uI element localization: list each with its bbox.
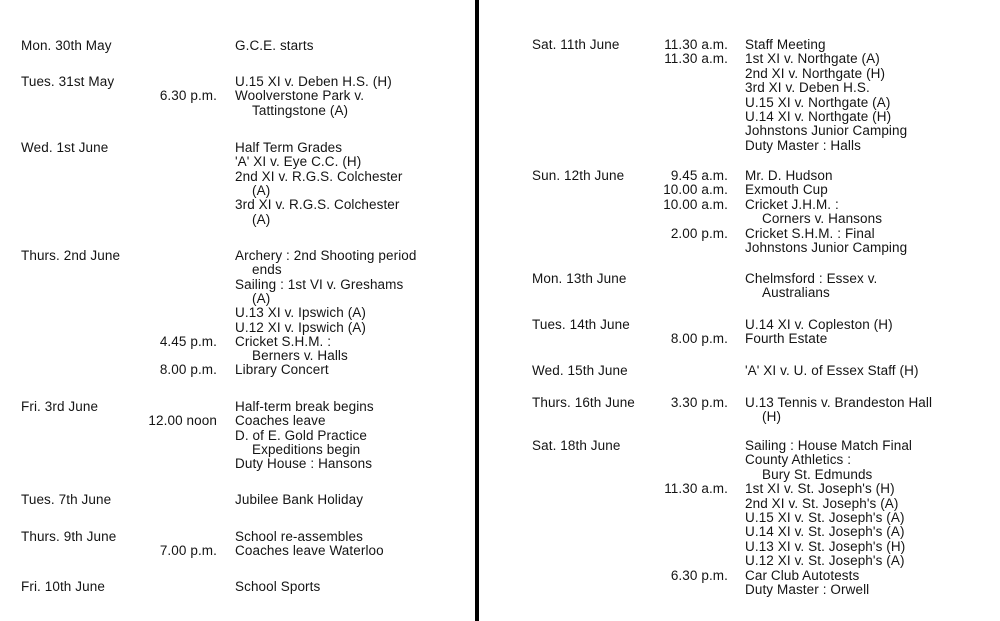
event-text: Fourth Estate — [745, 331, 828, 347]
event-text: Expeditions begin — [252, 441, 361, 457]
column-divider — [475, 0, 479, 621]
event-text: Staff Meeting — [745, 37, 826, 52]
day-label: Wed. 15th June — [532, 363, 628, 378]
event-text: 3rd XI v. R.G.S. Colchester — [235, 197, 400, 213]
event-text: Car Club Autotests — [745, 567, 860, 583]
event-text: 2nd XI v. R.G.S. Colchester — [235, 168, 403, 184]
event-text: Cricket J.H.M. : — [745, 196, 839, 212]
event-time: 7.00 p.m. — [159, 543, 217, 559]
event-text: (A) — [252, 290, 271, 306]
event-text: U.13 XI v. Ipswich (A) — [235, 305, 366, 321]
event-text: County Athletics : — [745, 452, 852, 468]
event-text: Berners v. Halls — [252, 348, 348, 364]
day-label: Thurs. 2nd June — [21, 248, 121, 263]
day-label: Mon. 30th May — [21, 38, 112, 53]
day-label: Fri. 3rd June — [21, 399, 99, 414]
event-text: Jubilee Bank Holiday — [235, 492, 364, 507]
event-text: Archery : 2nd Shooting period — [235, 248, 417, 263]
day-label: Fri. 10th June — [21, 579, 105, 594]
event-text: Duty House : Hansons — [235, 456, 373, 472]
event-text: U.12 XI v. St. Joseph's (A) — [745, 553, 905, 569]
event-time: 6.30 p.m. — [670, 567, 728, 583]
event-text: 'A' XI v. Eye C.C. (H) — [235, 154, 362, 170]
day-label: Tues. 7th June — [21, 492, 112, 507]
event-text: D. of E. Gold Practice — [235, 427, 367, 443]
event-text: Bury St. Edmunds — [762, 466, 873, 482]
event-time: 9.45 a.m. — [670, 168, 728, 183]
event-text: 2nd XI v. Northgate (H) — [745, 65, 886, 81]
event-time: 8.00 p.m. — [670, 331, 728, 347]
event-time: 10.00 a.m. — [663, 196, 728, 212]
event-text: U.12 XI v. Ipswich (A) — [235, 319, 366, 335]
day-label: Tues. 14th June — [532, 317, 630, 332]
day-label: Sat. 18th June — [532, 438, 621, 453]
event-text: Woolverstone Park v. — [235, 88, 365, 104]
event-text: Library Concert — [235, 362, 329, 378]
day-label: Sun. 12th June — [532, 168, 625, 183]
event-text: Coaches leave — [235, 413, 326, 429]
event-text: U.13 XI v. St. Joseph's (H) — [745, 538, 906, 554]
event-text: Chelmsford : Essex v. — [745, 271, 878, 286]
event-text: Sailing : 1st VI v. Greshams — [235, 276, 404, 292]
day-label: Wed. 1st June — [21, 140, 109, 155]
event-text: (A) — [252, 211, 271, 227]
event-time: 3.30 p.m. — [670, 395, 728, 410]
event-text: Duty Master : Orwell — [745, 582, 870, 597]
event-time: 10.00 a.m. — [663, 182, 728, 198]
event-text: Tattingstone (A) — [252, 102, 349, 118]
event-text: Mr. D. Hudson — [745, 168, 833, 183]
event-text: Johnstons Junior Camping — [745, 123, 908, 139]
event-text: 1st XI v. Northgate (A) — [745, 51, 880, 67]
event-text: Duty Master : Halls — [745, 137, 861, 153]
event-text: Johnstons Junior Camping — [745, 240, 908, 255]
day-label: Thurs. 9th June — [21, 529, 117, 544]
event-time: 12.00 noon — [148, 413, 217, 429]
event-text: Half Term Grades — [235, 140, 343, 155]
event-text: Sailing : House Match Final — [745, 438, 913, 453]
event-time: 4.45 p.m. — [159, 333, 217, 349]
event-text: U.15 XI v. St. Joseph's (A) — [745, 510, 905, 525]
event-text: G.C.E. starts — [235, 38, 314, 53]
event-text: Coaches leave Waterloo — [235, 543, 384, 559]
event-time: 6.30 p.m. — [159, 88, 217, 104]
event-time: 2.00 p.m. — [670, 225, 728, 241]
event-text: 1st XI v. St. Joseph's (H) — [745, 481, 895, 497]
event-text: Half-term break begins — [235, 399, 374, 414]
event-text: U.15 XI v. Deben H.S. (H) — [235, 74, 392, 89]
day-label: Tues. 31st May — [21, 74, 115, 89]
event-time: 11.30 a.m. — [664, 481, 728, 497]
event-text: School re-assembles — [235, 529, 363, 544]
event-time: 11.30 a.m. — [664, 51, 728, 67]
event-text: Corners v. Hansons — [762, 211, 883, 227]
event-text: 3rd XI v. Deben H.S. — [745, 80, 870, 96]
event-text: Cricket S.H.M. : — [235, 333, 332, 349]
event-text: U.14 XI v. St. Joseph's (A) — [745, 524, 905, 540]
event-text: 2nd XI v. St. Joseph's (A) — [745, 495, 899, 511]
day-label: Mon. 13th June — [532, 271, 627, 286]
event-time: 8.00 p.m. — [159, 362, 217, 378]
day-label: Thurs. 16th June — [532, 395, 635, 410]
event-text: Cricket S.H.M. : Final — [745, 225, 875, 241]
event-text: School Sports — [235, 579, 321, 594]
event-text: (H) — [762, 409, 782, 425]
event-text: U.14 XI v. Northgate (H) — [745, 109, 892, 124]
event-text: Exmouth Cup — [745, 182, 828, 198]
event-text: Australians — [762, 285, 830, 301]
event-text: U.13 Tennis v. Brandeston Hall — [745, 395, 933, 410]
event-text: U.14 XI v. Copleston (H) — [745, 317, 893, 332]
event-text: ends — [252, 262, 282, 278]
event-text: U.15 XI v. Northgate (A) — [745, 94, 891, 110]
day-label: Sat. 11th June — [532, 37, 620, 52]
event-time: 11.30 a.m. — [664, 37, 728, 52]
event-text: 'A' XI v. U. of Essex Staff (H) — [745, 363, 919, 378]
event-text: (A) — [252, 182, 271, 198]
